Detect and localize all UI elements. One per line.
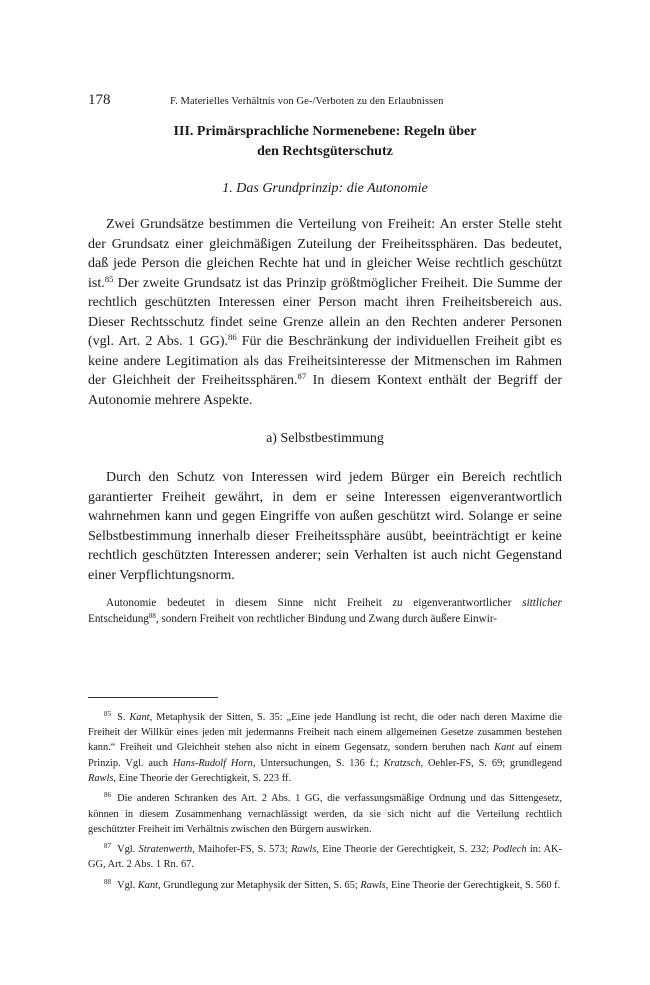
running-head	[88, 92, 562, 114]
footnotes	[88, 710, 562, 893]
body-paragraph-1	[88, 215, 562, 410]
para1-text-4: In diesem Kontext enthält der Begriff der Autonomie mehrere Aspekte.	[88, 373, 562, 408]
author-name: Stratenwerth	[138, 844, 193, 856]
footnote-number: 88	[104, 877, 112, 886]
running-title: F. Materielles Verhältnis von Ge-/Verboten zu den Erlaubnissen	[170, 96, 444, 107]
para3-text-4: , sondern Freiheit von rechtlicher Bindung und Zwang durch äußere Einwir-	[155, 613, 498, 626]
footnote-text: Vgl.	[117, 879, 138, 891]
footnote-text: , Oehler-FS, S. 69; grundlegend	[420, 757, 562, 769]
para3-italic-2: sittlicher	[522, 597, 562, 609]
para3-text-1: Autonomie bedeutet in diesem Sinne nicht Freiheit	[106, 597, 393, 609]
footnote-86	[88, 791, 562, 837]
footnote-divider	[88, 697, 218, 698]
footnote-number: 86	[104, 791, 112, 800]
author-name: Rawls	[290, 844, 317, 856]
section-heading	[88, 122, 562, 162]
author-name: Hans-Rudolf Horn	[172, 757, 253, 769]
footnote-87	[88, 842, 562, 873]
author-name: Rawls	[88, 773, 114, 784]
footnote-text: in: AK-GG, Art. 2 Abs. 1 Rn. 67.	[88, 844, 562, 871]
footnote-ref-85[interactable]: 85	[104, 273, 114, 284]
para1-text-1: Zwei Grundsätze bestimmen die Verteilung von Freiheit: An erster Stelle steht der Grundsatz einer gleichmäßigen Zuteilung der Freiheitssphären. Das bedeutet, daß jede Person die gleichen Rechte hat und in gleicher Weise rechtlich geschützt ist.	[88, 217, 562, 291]
footnote-text: Vgl.	[117, 844, 139, 856]
footnote-85	[88, 710, 562, 786]
para3-italic-1: zu	[392, 597, 403, 609]
author-name: Rawls	[360, 879, 386, 891]
author-name: Kant	[129, 711, 150, 723]
footnote-text: S.	[117, 711, 130, 723]
footnote-88	[88, 878, 562, 893]
author-name: Kratzsch	[383, 757, 421, 769]
section-heading-line-2: den Rechtsgüterschutz	[257, 144, 393, 159]
footnote-text: , Metaphysik der Sitten, S. 35: „Eine jede Handlung ist recht, die oder nach deren Maxime die Freiheit der Willkür eines jeden mit jedermanns Freiheit nach einem allgemeinen Gesetze zusammen bestehen kann.“ Freiheit und Gleichheit stehen also nicht in einem Gegensatz, sondern beruhen nach	[88, 711, 562, 754]
section-heading-line-1: III. Primärsprachliche Normenebene: Regeln über	[173, 124, 477, 139]
author-name: Kant	[137, 879, 159, 891]
body-paragraph-2: Durch den Schutz von Interessen wird jedem Bürger ein Bereich rechtlich garantierter Freiheit gewährt, in dem er seine Interessen eigenverantwortlich wahrnehmen kann und gegen Eingriffe von außen geschützt wird. Solange er seine Selbstbestimmung innerhalb dieser Freiheitssphäre ausübt, beeinträchtigt er keine rechtlich geschützten Interessen anderer; sein Verhalten ist auch nicht Gegenstand einer Verpflichtungsnorm.	[88, 470, 562, 583]
page-number: 178	[88, 92, 111, 108]
subsection-heading-selbstbestimmung: a) Selbstbestimmung	[266, 431, 384, 446]
book-page	[88, 92, 562, 898]
author-name: Kant	[494, 742, 515, 754]
body-paragraph-3	[88, 595, 562, 628]
para3-text-2: eigenverantwortlicher	[402, 597, 523, 609]
footnote-text: , Grundlegung zur Metaphysik der Sitten, S. 65;	[158, 879, 361, 891]
footnote-ref-88[interactable]: 88	[148, 612, 156, 621]
footnote-text: , Eine Theorie der Gerechtigkeit, S. 232;	[316, 844, 493, 856]
para1-text-3: Für die Beschränkung der individuellen Freiheit gibt es keine andere Legitimation als das Freiheitsinteresse der Mitmenschen im Rahmen der Gleichheit der Freiheitssphären.	[88, 334, 562, 388]
footnote-text: , Maihofer-FS, S. 573;	[192, 844, 291, 856]
footnote-text: auf einem Prinzip. Vgl. auch	[88, 742, 562, 769]
footnote-number: 85	[104, 709, 112, 718]
subsection-heading-autonomie: 1. Das Grundprinzip: die Autonomie	[222, 181, 428, 196]
footnote-text: , Eine Theorie der Gerechtigkeit, S. 223 ff.	[113, 773, 292, 784]
footnote-ref-87[interactable]: 87	[297, 371, 307, 382]
para1-text-2: Der zweite Grundsatz ist das Prinzip größtmöglicher Freiheit. Die Summe der rechtlich geschützten Interessen einer Person macht ihren Freiheitsbereich aus. Dieser Rechtsschutz findet seine Grenze allein an den Rechten anderer Personen (vgl. Art. 2 Abs. 1 GG).	[88, 275, 562, 349]
footnote-ref-86[interactable]: 86	[228, 332, 237, 343]
para3-text-3: Entscheidung	[88, 613, 149, 626]
footnote-text: Die anderen Schranken des Art. 2 Abs. 1 GG, die verfassungsmäßige Ordnung und das Sittengesetz, können in diesem Zusammenhang vernachlässigt werden, da sie sich nicht auf die Verteilung rechtlich geschützter Freiheit im Verhältnis zwischen den Bürgern auswirken.	[88, 793, 562, 835]
author-name: Podlech	[492, 844, 527, 856]
footnote-text: , Eine Theorie der Gerechtigkeit, S. 560 f.	[385, 879, 561, 891]
footnote-number: 87	[104, 842, 112, 851]
footnote-text: , Untersuchungen, S. 136 f.;	[252, 757, 384, 769]
